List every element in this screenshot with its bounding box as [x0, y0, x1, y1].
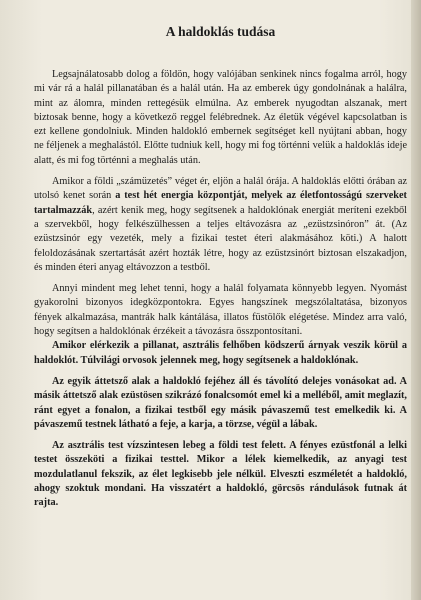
- paragraph-easing: Annyi mindent meg lehet tenni, hogy a halál folyamata könnyebb legyen. Nyomást gyakorolni bizonyos idegközpontokra. Egyes hangszínek megszólaltatása, bizonyos fények alkalmazása, mantrák halk kántálása, illatos füstölők elégetése. Mindez arra való, hogy segítsen a haldoklónak érzékeit a távozásra összpontosítani.: [34, 283, 407, 338]
- paragraph-last-hour: [34, 175, 407, 275]
- paragraph-moment: Amikor elérkezik a pillanat, asztrális felhőben ködszerű árnyak veszik körül a haldoklót. Túlvilági orvosok jelennek meg, hogy segítsenek a haldoklónak.: [34, 340, 407, 366]
- paragraph-intro: Legsajnálatosabb dolog a földön, hogy valójában senkinek nincs fogalma arról, hogy mi vár rá a halál pillanatában és a halál után. Ha az emberek úgy gondolnának a halálra, mint az álomra, minden rettegésük elmúlna. Az emberek nyugodtan alszanak, mert biztosak benne, hogy a következő reggel felébrednek. Az életük végével kapcsolatban is ezt kellene gondolniuk. Minden haldokló embernek segítséget kell nyújtani abban, hogy ne féljenek a meghalástól. Előtte tudniuk kell, hogy mi fog történni velük a haldoklás ideje alatt, és mi fog történni a meghalás után.: [34, 69, 407, 166]
- paragraph-last-hour-end: , azért kenik meg, hogy segítsenek a haldoklónak energiát meríteni ezekből a szervekből, hogy felkészülhessen a teljes eltávozásra az „ezüstzsinóron” át. (Az ezüstzsinór egy vezeték, mely a fizikai testet éteri alakmásához köti.) A halott feloldozásának szertartását azért hozták létre, hogy az ezüstzsinórt biztosan elszakadjon, és minden éteri anyag eltávozzon a testből.: [34, 204, 407, 273]
- page-edge: [411, 0, 421, 600]
- paragraph-astral-body: Az asztrális test vízszintesen lebeg a földi test felett. A fényes ezüstfonál a lelki testet összeköti a fizikai testtel. Mikor a lélek kiemelkedik, az anyagi test mozdulatlanul fekszik, az élet legkisebb jele nélkül. Elveszti eszméletét a haldokló, ahogy szoktuk mondani. Ha visszatért a haldokló, görcsös rándulások futnak át rajta.: [34, 440, 407, 509]
- page-title: A haldoklás tudása: [165, 24, 276, 39]
- paragraph-figures: Az egyik áttetsző alak a haldokló fejéhez áll és távolító delejes vonásokat ad. A másik áttetsző alak ezüstösen szikrázó fonalcsomót emel ki a melléből, amit meglazít, ránt egyet a fonalon, a fizikai testből egy másik pávaszemű test emelkedik ki. A pávaszemű testnek látható a feje, a karja, a törzse, végül a lábak.: [34, 375, 407, 430]
- paragraph-last-hour-start: Amikor a földi „számüzetés” véget ér, eljön a halál órája. A haldoklás előtti órában az utolsó kenet során: [34, 176, 407, 202]
- paragraph-last-hour-bold: a test hét energia központját, melyek az életfontosságú szerveket tartalmazzák: [34, 190, 407, 216]
